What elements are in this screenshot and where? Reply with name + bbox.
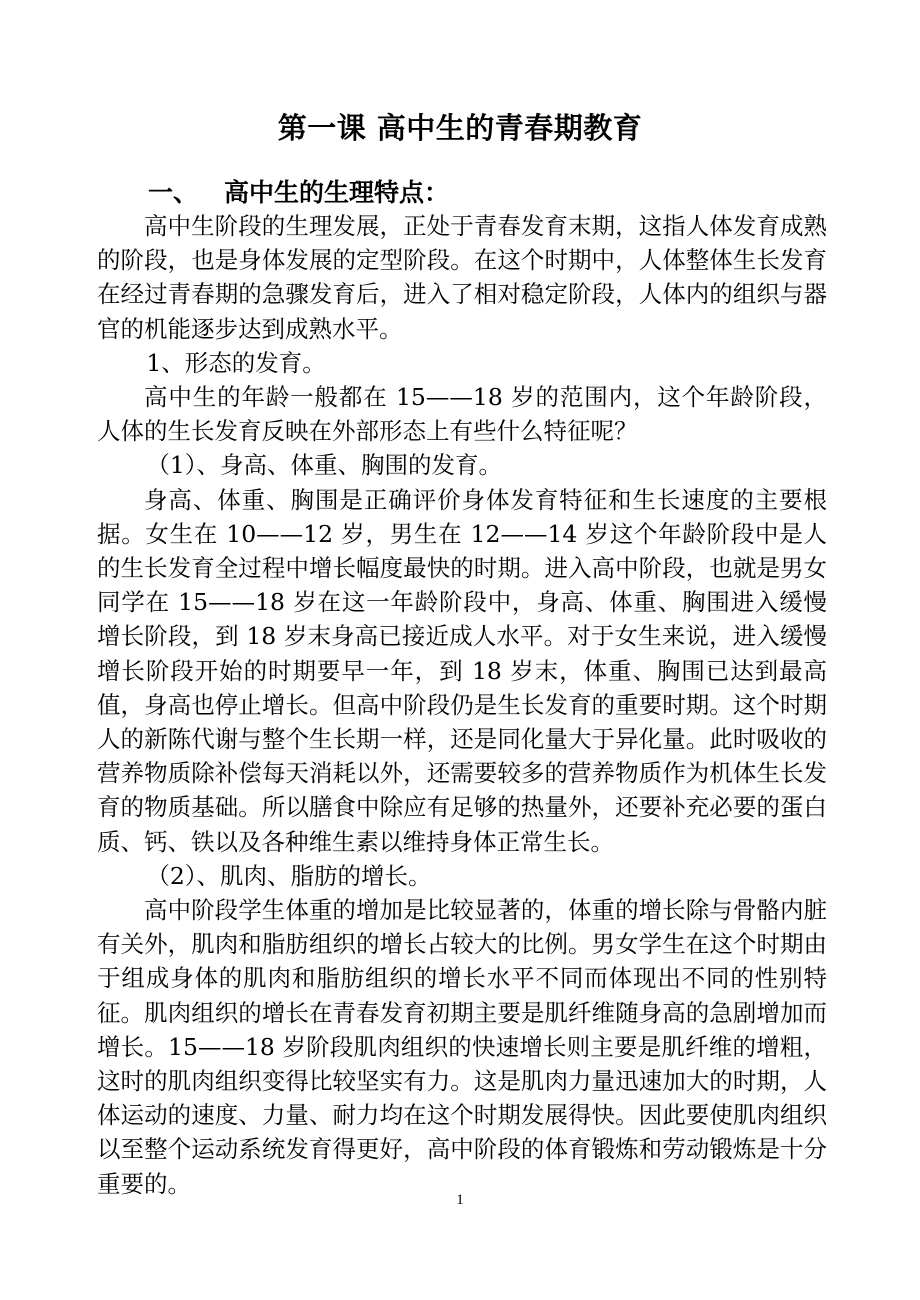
paragraph-intro: 高中生阶段的生理发展，正处于青春发育末期，这指人体发育成熟的阶段，也是身体发展的定型阶段。在这个时期中，人体整体生长发育在经过青春期的急骤发育后，进入了相对稳定阶段，人体内的组织与器官的机能逐步达到成熟水平。	[97, 212, 827, 343]
subheading-muscle-fat: （2）、肌肉、脂肪的增长。	[146, 861, 432, 890]
section-heading-text: 高中生的生理特点：	[224, 178, 450, 207]
section-heading	[148, 175, 449, 211]
paragraph-height-weight: 身高、体重、胸围是正确评价身体发育特征和生长速度的主要根据。女生在 10——12 岁，男生在 12——14 岁这个年龄阶段中是人的生长发育全过程中增长幅度最快的时期。进入高中阶段，也就是男女同学在 15——18 岁在这一年龄阶段中，身高、体重、胸围进入缓慢增长阶段，到 18 岁末身高已接近成人水平。对于女生来说，进入缓慢增长阶段开始的时期要早一年，到 18 岁末，体重、胸围已达到最高值，身高也停止增长。但高中阶段仍是生长发育的重要时期。这个时期人的新陈代谢与整个生长期一样，还是同化量大于异化量。此时吸收的营养物质除补偿每天消耗以外，还需要较多的营养物质作为机体生长发育的物质基础。所以膳食中除应有足够的热量外，还要补充必要的蛋白质、钙、铁以及各种维生素以维持身体正常生长。	[97, 485, 827, 856]
subheading-morphology: 1、形态的发育。	[146, 348, 326, 377]
body-text	[97, 209, 827, 1201]
paragraph-muscle-fat: 高中阶段学生体重的增加是比较显著的，体重的增长除与骨骼内脏有关外，肌肉和脂肪组织的增长占较大的比例。男女学生在这个时期由于组成身体的肌肉和脂肪组织的增长水平不同而体现出不同的性别特征。肌肉组织的增长在青春发育初期主要是肌纤维随身高的急剧增加而增长。15——18 岁阶段肌肉组织的快速增长则主要是肌纤维的增粗，这时的肌肉组织变得比较坚实有力。这是肌肉力量迅速加大的时期，人体运动的速度、力量、耐力均在这个时期发展得快。因此要使肌肉组织以至整个运动系统发育得更好，高中阶段的体育锻炼和劳动锻炼是十分重要的。	[97, 896, 827, 1198]
paragraph-age-range: 高中生的年龄一般都在 15——18 岁的范围内，这个年龄阶段，人体的生长发育反映在外部形态上有些什么特征呢？	[97, 383, 827, 446]
section-number: 一、	[148, 178, 199, 207]
document-title: 第一课 高中生的青春期教育	[277, 111, 643, 145]
subheading-height-weight: （1）、身高、体重、胸围的发育。	[146, 451, 503, 480]
page-number: 1	[456, 1192, 464, 1208]
